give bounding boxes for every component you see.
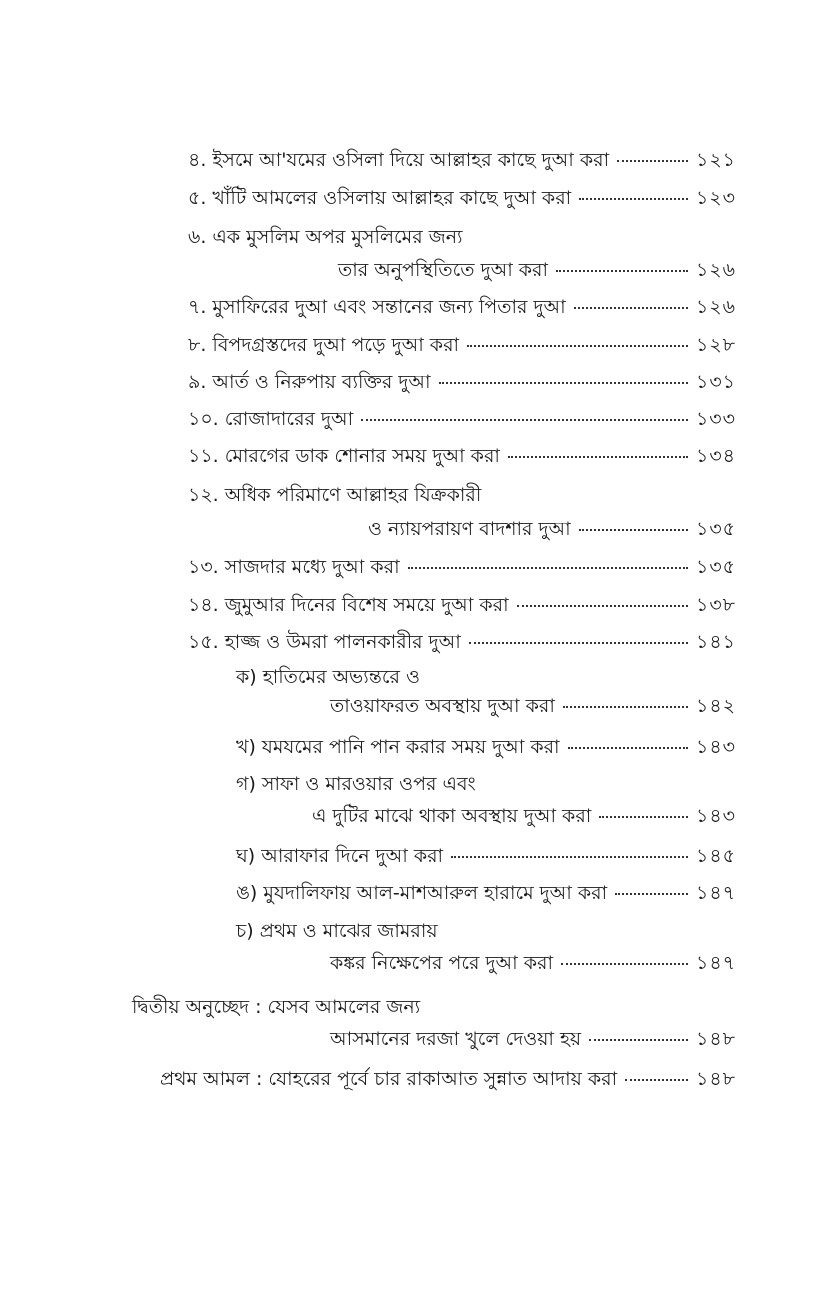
dot-leader [561,963,688,965]
toc-entry-title: ১০. রোজাদারের দুআ [188,408,354,430]
toc-entry-4 [188,147,736,173]
toc-page-number: ১৩৪ [695,445,736,467]
toc-entry-title: ৭. মুসাফিরের দুআ এবং সন্তানের জন্য পিতার দুআ [188,296,566,318]
toc-page-number: ১২১ [695,149,736,171]
toc-subentry-ga [312,803,736,829]
toc-subentry-ka [330,693,736,719]
toc-page-number: ১৪১ [696,631,736,653]
dot-leader [469,642,688,644]
toc-entry-14 [188,592,736,618]
toc-page-number: ১৪৫ [696,845,736,867]
toc-entry-title: ১৩. সাজদার মধ্যে দুআ করা [188,556,400,578]
dot-leader [615,893,688,895]
toc-entry-title: আসমানের দরজা খুলে দেওয়া হয় [330,1028,582,1050]
toc-page-number: ১৪৭ [695,882,736,904]
toc-page-number: ১৪৮ [696,1028,736,1050]
dot-leader [579,529,688,531]
toc-page-number: ১২৮ [695,334,736,356]
toc-entry-title: ঙ) মুযদালিফায় আল-মাশআরুল হারামে দুআ করা [236,882,608,904]
toc-page-number: ১২৬ [695,296,736,318]
toc-subentry-kha [236,734,736,760]
toc-section-heading [330,1026,736,1052]
toc-entry-8 [188,332,736,358]
toc-entry-title: খ) যমযমের পানি পান করার সময় দুআ করা [236,736,560,758]
toc-entry-title: ১১. মোরগের ডাক শোনার সময় দুআ করা [188,445,500,467]
toc-section-heading-line1: দ্বিতীয় অনুচ্ছেদ : যেসব আমলের জন্য [132,996,421,1018]
dot-leader [451,856,688,858]
toc-page-number: ১৪৩ [695,736,736,758]
toc-entry-12-line1: ১২. অধিক পরিমাণে আল্লাহর যিক্রকারী [188,484,482,506]
toc-subentry-ga-line1: গ) সাফা ও মারওয়ার ওপর এবং [236,773,476,795]
toc-entry-10 [188,406,736,432]
dot-leader [625,1079,688,1081]
toc-entry-title: এ দুটির মাঝে থাকা অবস্থায় দুআ করা [312,805,592,827]
toc-page-number: ১৩৫ [695,556,736,578]
toc-entry-title: তাওয়াফরত অবস্থায় দুআ করা [330,695,555,717]
toc-entry-title: ৫. খাঁটি আমলের ওসিলায় আল্লাহর কাছে দুআ করা [188,187,572,209]
dot-leader [599,816,688,818]
toc-subentry-ka-line1: ক) হাতিমের অভ্যন্তরে ও [236,666,420,688]
toc-page-number: ১৪২ [695,695,736,717]
toc-entry-12 [368,516,736,542]
toc-page-number: ১৩৮ [695,594,736,616]
dot-leader [508,456,688,458]
dot-leader [467,345,688,347]
toc-page-number: ১৩১ [695,371,736,393]
dot-leader [579,198,688,200]
dot-leader [439,382,688,384]
toc-page-number: ১২৩ [695,187,736,209]
dot-leader [361,419,688,421]
dot-leader [563,706,688,708]
toc-page-number: ১৪৮ [696,1068,736,1090]
toc-entry-11 [188,443,736,469]
toc-entry-title: তার অনুপস্থিতিতে দুআ করা [338,259,549,281]
toc-entry-title: ও ন্যায়পরায়ণ বাদশার দুআ [368,518,571,540]
toc-page-number: ১৩৫ [695,518,736,540]
toc-subentry-cha-line1: চ) প্রথম ও মাঝের জামরায় [236,920,438,942]
toc-entry-6-line1: ৬. এক মুসলিম অপর মুসলিমের জন্য [188,226,463,248]
toc-entry-title: ঘ) আরাফার দিনে দুআ করা [236,845,444,867]
toc-entry-title: কঙ্কর নিক্ষেপের পরে দুআ করা [330,952,553,974]
toc-page-number: ১৪৩ [695,805,736,827]
dot-leader [408,567,688,569]
toc-entry-title: ৮. বিপদগ্রস্তদের দুআ পড়ে দুআ করা [188,334,460,356]
toc-entry-title: ৪. ইসমে আ'যমের ওসিলা দিয়ে আল্লাহর কাছে দুআ করা [188,149,610,171]
dot-leader [517,605,688,607]
toc-subentry-uma [236,880,736,906]
dot-leader [589,1039,688,1041]
toc-entry-7 [188,294,736,320]
toc-page-number: ১৪৭ [695,952,736,974]
toc-entry-title: ১৫. হাজ্জ ও উমরা পালনকারীর দুআ [188,631,461,653]
toc-entry-5 [188,185,736,211]
dot-leader [574,307,688,309]
dot-leader [556,270,688,272]
toc-entry-6 [338,257,736,283]
toc-entry-first-amal [160,1066,736,1092]
toc-subentry-cha [330,950,736,976]
dot-leader [568,747,688,749]
toc-entry-title: ১৪. জুমুআর দিনের বিশেষ সময়ে দুআ করা [188,594,509,616]
dot-leader [617,160,688,162]
toc-entry-title: প্রথম আমল : যোহরের পূর্বে চার রাকাআত সুন্নাত আদায় করা [160,1068,618,1090]
toc-entry-15 [188,629,736,655]
toc-page-number: ১৩৩ [695,408,736,430]
toc-entry-9 [188,369,736,395]
toc-entry-title: ৯. আর্ত ও নিরুপায় ব্যক্তির দুআ [188,371,431,393]
toc-entry-13 [188,554,736,580]
toc-page-number: ১২৬ [695,259,736,281]
toc-subentry-gha [236,843,736,869]
